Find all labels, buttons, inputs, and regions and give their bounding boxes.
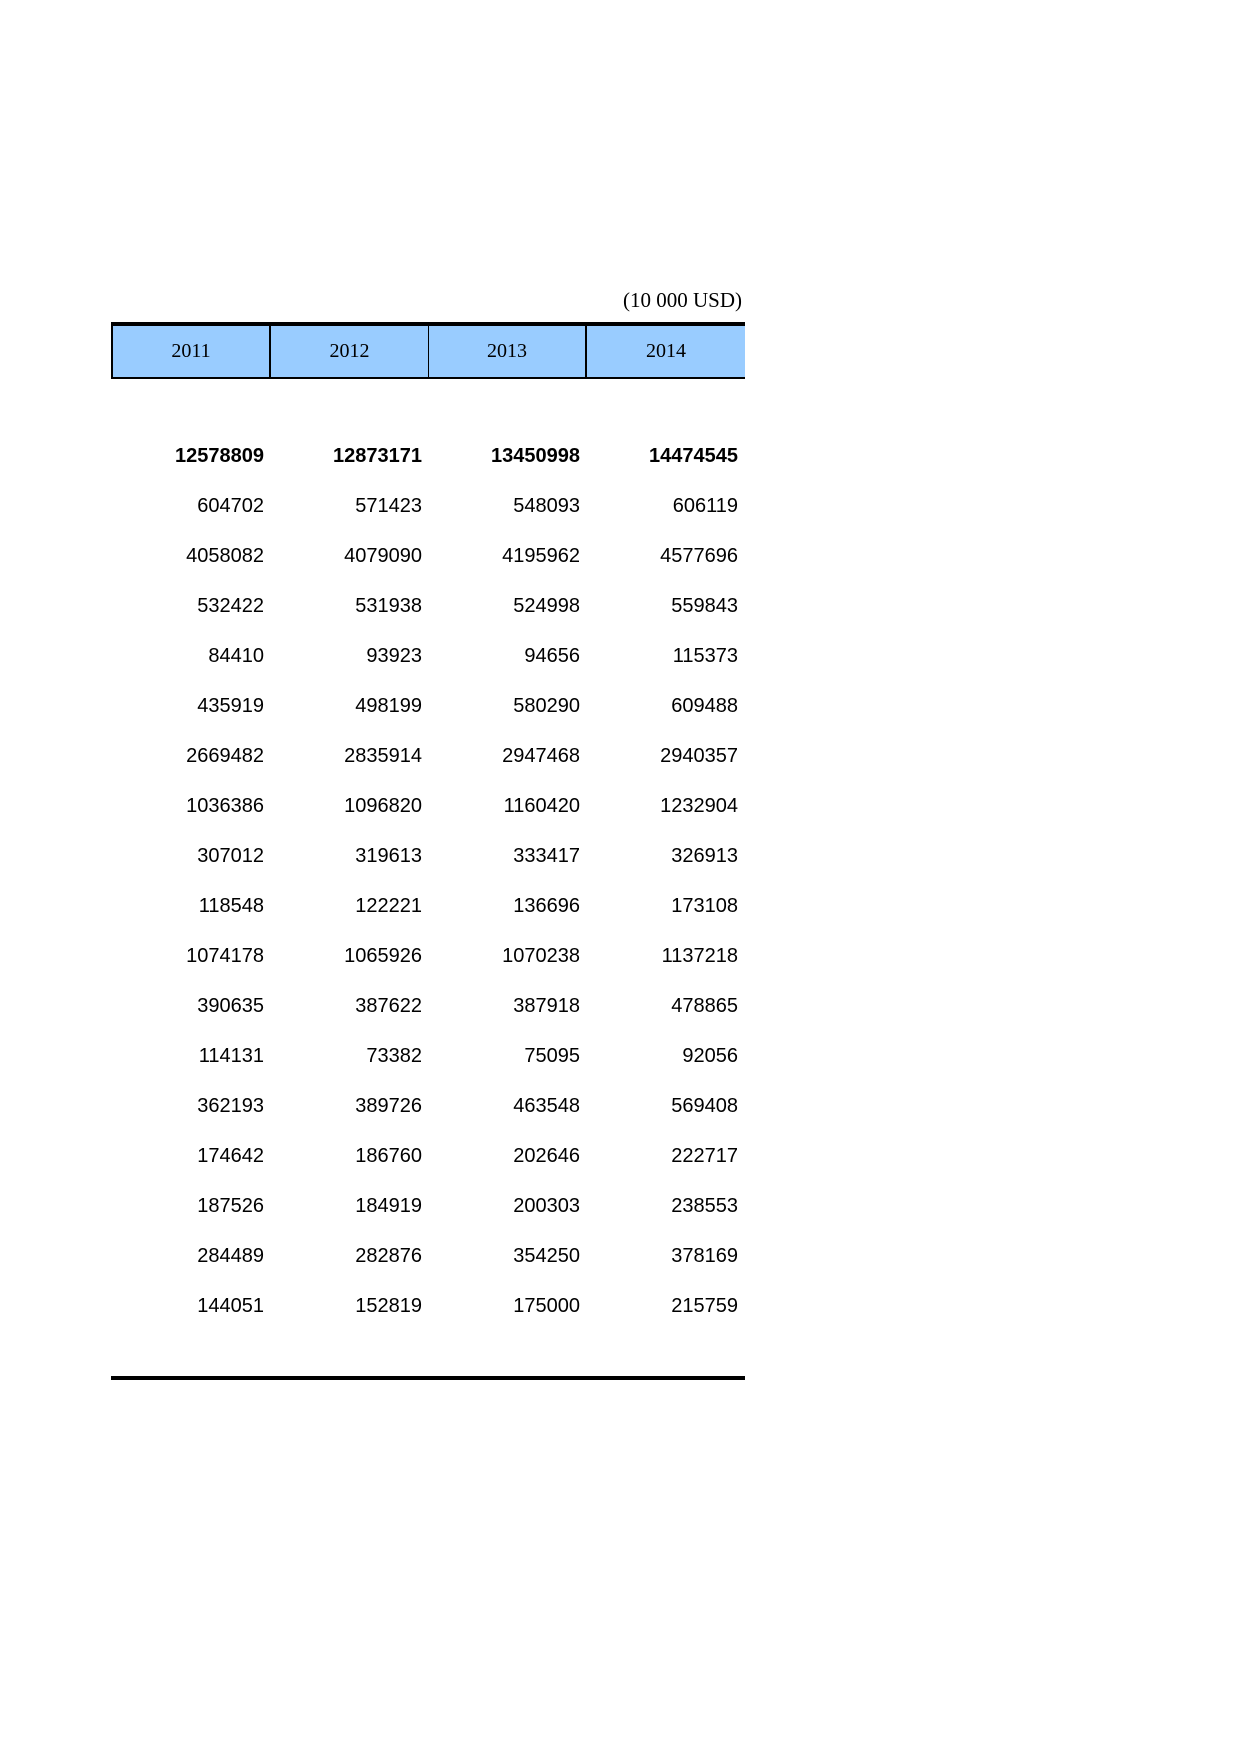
table-row: [111, 831, 745, 881]
column-header-2012: 2012: [271, 326, 429, 377]
table-cell: 4195962: [502, 545, 580, 567]
table-cell: 532422: [197, 595, 264, 617]
table-row: [111, 1081, 745, 1131]
table-cell: 1160420: [503, 795, 580, 817]
table-cell: 175000: [513, 1295, 580, 1317]
table-cell: 333417: [513, 845, 580, 867]
table-cell: 13450998: [491, 445, 580, 467]
table-cell: 1036386: [186, 795, 264, 817]
table-cell: 354250: [513, 1245, 580, 1267]
table-row: [111, 681, 745, 731]
table-cell: 389726: [355, 1095, 422, 1117]
table-cell: 580290: [513, 695, 580, 717]
table-row: [111, 481, 745, 531]
table-cell: 122221: [355, 895, 422, 917]
table-cell: 609488: [671, 695, 738, 717]
table-cell: 200303: [513, 1195, 580, 1217]
table-cell: 548093: [513, 495, 580, 517]
table-cell: 84410: [208, 645, 264, 667]
table-cell: 390635: [197, 995, 264, 1017]
table-cell: 174642: [197, 1145, 264, 1167]
table-cell: 531938: [355, 595, 422, 617]
column-header-2014: 2014: [646, 340, 686, 362]
table-cell: 92056: [682, 1045, 738, 1067]
table-cell: 1074178: [186, 945, 264, 967]
table-cell: 559843: [671, 595, 738, 617]
table-cell: 498199: [355, 695, 422, 717]
table-cell: 463548: [513, 1095, 580, 1117]
table-row: [111, 881, 745, 931]
column-header-2011: 2011: [113, 326, 271, 377]
table-row: [111, 1231, 745, 1281]
table-row: [111, 1181, 745, 1231]
table-cell: 387622: [355, 995, 422, 1017]
table-cell: 115373: [672, 645, 738, 667]
table-cell: 202646: [513, 1145, 580, 1167]
table-cell: 604702: [197, 495, 264, 517]
table-cell: 326913: [671, 845, 738, 867]
table-row: [111, 931, 745, 981]
table-cell: 186760: [355, 1145, 422, 1167]
table-cell: 173108: [671, 895, 738, 917]
table-cell: 73382: [366, 1045, 422, 1067]
table-cell: 524998: [513, 595, 580, 617]
table-cell: 114131: [198, 1045, 264, 1067]
table-cell: 307012: [197, 845, 264, 867]
table-cell: 2669482: [186, 745, 264, 767]
table-cell: 144051: [197, 1295, 264, 1317]
table-cell: 2947468: [502, 745, 580, 767]
table-cell: 4577696: [660, 545, 738, 567]
table-row: [111, 1031, 745, 1081]
table-cell: 2940357: [660, 745, 738, 767]
table-cell: 1065926: [344, 945, 422, 967]
table-row: [111, 1131, 745, 1181]
table-cell: 569408: [671, 1095, 738, 1117]
table-cell: 284489: [197, 1245, 264, 1267]
table-cell: 478865: [671, 995, 738, 1017]
table-cell: 435919: [197, 695, 264, 717]
table-cell: 75095: [524, 1045, 580, 1067]
table-row: [111, 731, 745, 781]
table-cell: 152819: [355, 1295, 422, 1317]
table-body: [111, 431, 745, 1331]
table-bottom-rule: [111, 1376, 745, 1380]
table-row-total: [111, 431, 745, 481]
unit-label: (10 000 USD): [623, 288, 742, 312]
table-cell: 1137218: [661, 945, 738, 967]
table-cell: 184919: [355, 1195, 422, 1217]
table-cell: 222717: [671, 1145, 738, 1167]
table-cell: 4058082: [186, 545, 264, 567]
table-cell: 187526: [197, 1195, 264, 1217]
table-row: [111, 581, 745, 631]
table-cell: 282876: [355, 1245, 422, 1267]
table-header: [111, 322, 745, 379]
table-cell: 215759: [671, 1295, 738, 1317]
table-cell: 12578809: [175, 445, 264, 467]
table-cell: 606119: [672, 495, 738, 517]
table-cell: 93923: [366, 645, 422, 667]
table-row: [111, 781, 745, 831]
table-cell: 12873171: [333, 445, 422, 467]
table-cell: 118548: [198, 895, 264, 917]
table-cell: 14474545: [649, 445, 738, 467]
column-header-2013: 2013: [429, 326, 587, 377]
table-cell: 387918: [513, 995, 580, 1017]
table-cell: 362193: [197, 1095, 264, 1117]
table-row: [111, 981, 745, 1031]
table-cell: 136696: [513, 895, 580, 917]
table-cell: 2835914: [344, 745, 422, 767]
table-row: [111, 631, 745, 681]
table-cell: 378169: [671, 1245, 738, 1267]
table-row: [111, 531, 745, 581]
table-cell: 1096820: [344, 795, 422, 817]
table-cell: 238553: [671, 1195, 738, 1217]
table-cell: 571423: [355, 495, 422, 517]
table-cell: 1070238: [502, 945, 580, 967]
table-cell: 94656: [524, 645, 580, 667]
table-cell: 4079090: [344, 545, 422, 567]
table-cell: 1232904: [660, 795, 738, 817]
table-row: [111, 1281, 745, 1331]
table-cell: 319613: [355, 845, 422, 867]
